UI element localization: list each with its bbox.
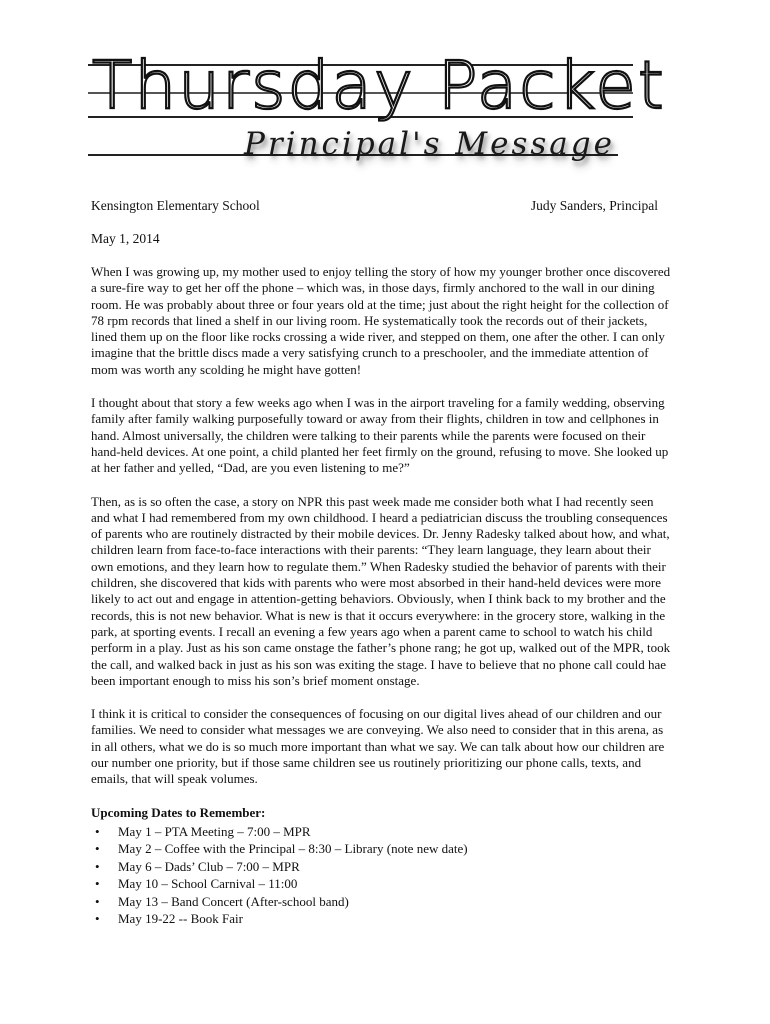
masthead	[88, 47, 666, 190]
list-item	[91, 823, 672, 840]
list-item	[91, 840, 672, 857]
date-item-text: May 6 – Dads’ Club – 7:00 – MPR	[118, 858, 300, 874]
bullet-icon: •	[95, 876, 100, 892]
date-item-text: May 10 – School Carnival – 11:00	[118, 876, 298, 892]
list-item	[91, 893, 672, 910]
date-item-text: May 19-22 -- Book Fair	[118, 910, 243, 926]
bullet-icon: •	[95, 841, 100, 857]
paragraph: I thought about that story a few weeks ago when I was in the airport traveling for a family wedding, observing family after family walking purposefully toward or away from their flights, children in tow and cellphones in hand. Almost universally, the children were talking to their parents while the parents were focused on their hand-held devices. At one point, a child planted her feet firmly on the ground, refusing to move. She looked up at her father and yelled, “Dad, are you even listening to me?”	[91, 395, 669, 476]
paragraph: I think it is critical to consider the consequences of focusing on our digital lives ahead of our children and our families. We need to consider what messages we are conveying. We also need to consider that in this arena, as in all others, what we do is so much more important than what we say. We can talk about how our children are our number one priority, but if those same children see us routinely prioritizing our phone calls, texts, and emails, that will speak volumes.	[91, 706, 665, 787]
bullet-icon: •	[95, 823, 100, 839]
letter-body	[91, 264, 672, 927]
list-item	[91, 875, 672, 892]
bullet-icon: •	[95, 858, 100, 874]
masthead-title: Thursday Packet	[92, 47, 666, 124]
list-item	[91, 910, 672, 927]
school-name: Kensington Elementary School	[91, 198, 260, 213]
letter-date: May 1, 2014	[91, 231, 160, 246]
bullet-icon: •	[95, 910, 100, 926]
upcoming-dates-heading: Upcoming Dates to Remember:	[91, 804, 266, 820]
list-item	[91, 858, 672, 875]
paragraph: When I was growing up, my mother used to enjoy telling the story of how my younger brother once discovered a sure-fire way to get her off the phone – which was, in those days, firmly anchored to the wall in our dining room. He was probably about three or four years old at the time; just about the right height for the collection of 78 rpm records that lined a shelf in our living room. He systematically took the records out of their jackets, lined them up on the floor like rocks crossing a wide river, and stepped on them, one after the other. I can only imagine that the brittle discs made a very satisfying crunch to a preschooler, and the immediate attention of mom was worth any scolding he might have gotten!	[91, 264, 671, 377]
date-item-text: May 2 – Coffee with the Principal – 8:30 – Library (note new date)	[118, 841, 468, 857]
paragraph: Then, as is so often the case, a story on NPR this past week made me consider both what I had recently seen and what I had remembered from my own childhood. I heard a pediatrician discuss the troubling consequences of parents who are routinely distracted by their mobile devices. Dr. Jenny Radesky talked about how, and what, children learn from face-to-face interactions with their parents: “They learn language, they learn about their own emotions, and they learn how to regulate them.” When Radesky studied the behavior of parents with their children, she discovered that kids with parents who were most absorbed in their hand-held devices were more likely to act out and engage in attention-getting behaviors. Obviously, when I think back to my brother and the records, this is not new behavior. What is new is that it occurs everywhere: in the grocery store, walking in the park, at sporting events. I recall an evening a few years ago when a parent came to school to watch his child perform in a play. Just as his son came onstage the father’s phone rang; he got up, walked out of the MPR, took the call, and walked back in just as his son was exiting the stage. I have to believe that no phone call could hae been important enough to miss his son’s brief moment onstage.	[91, 493, 671, 688]
date-item-text: May 1 – PTA Meeting – 7:00 – MPR	[118, 823, 311, 839]
upcoming-dates-list	[91, 823, 672, 927]
date-item-text: May 13 – Band Concert (After-school band)	[118, 893, 349, 909]
principal-name: Judy Sanders, Principal	[530, 198, 658, 213]
bullet-icon: •	[95, 893, 100, 909]
masthead-subtitle: Principal's Message	[244, 126, 615, 162]
